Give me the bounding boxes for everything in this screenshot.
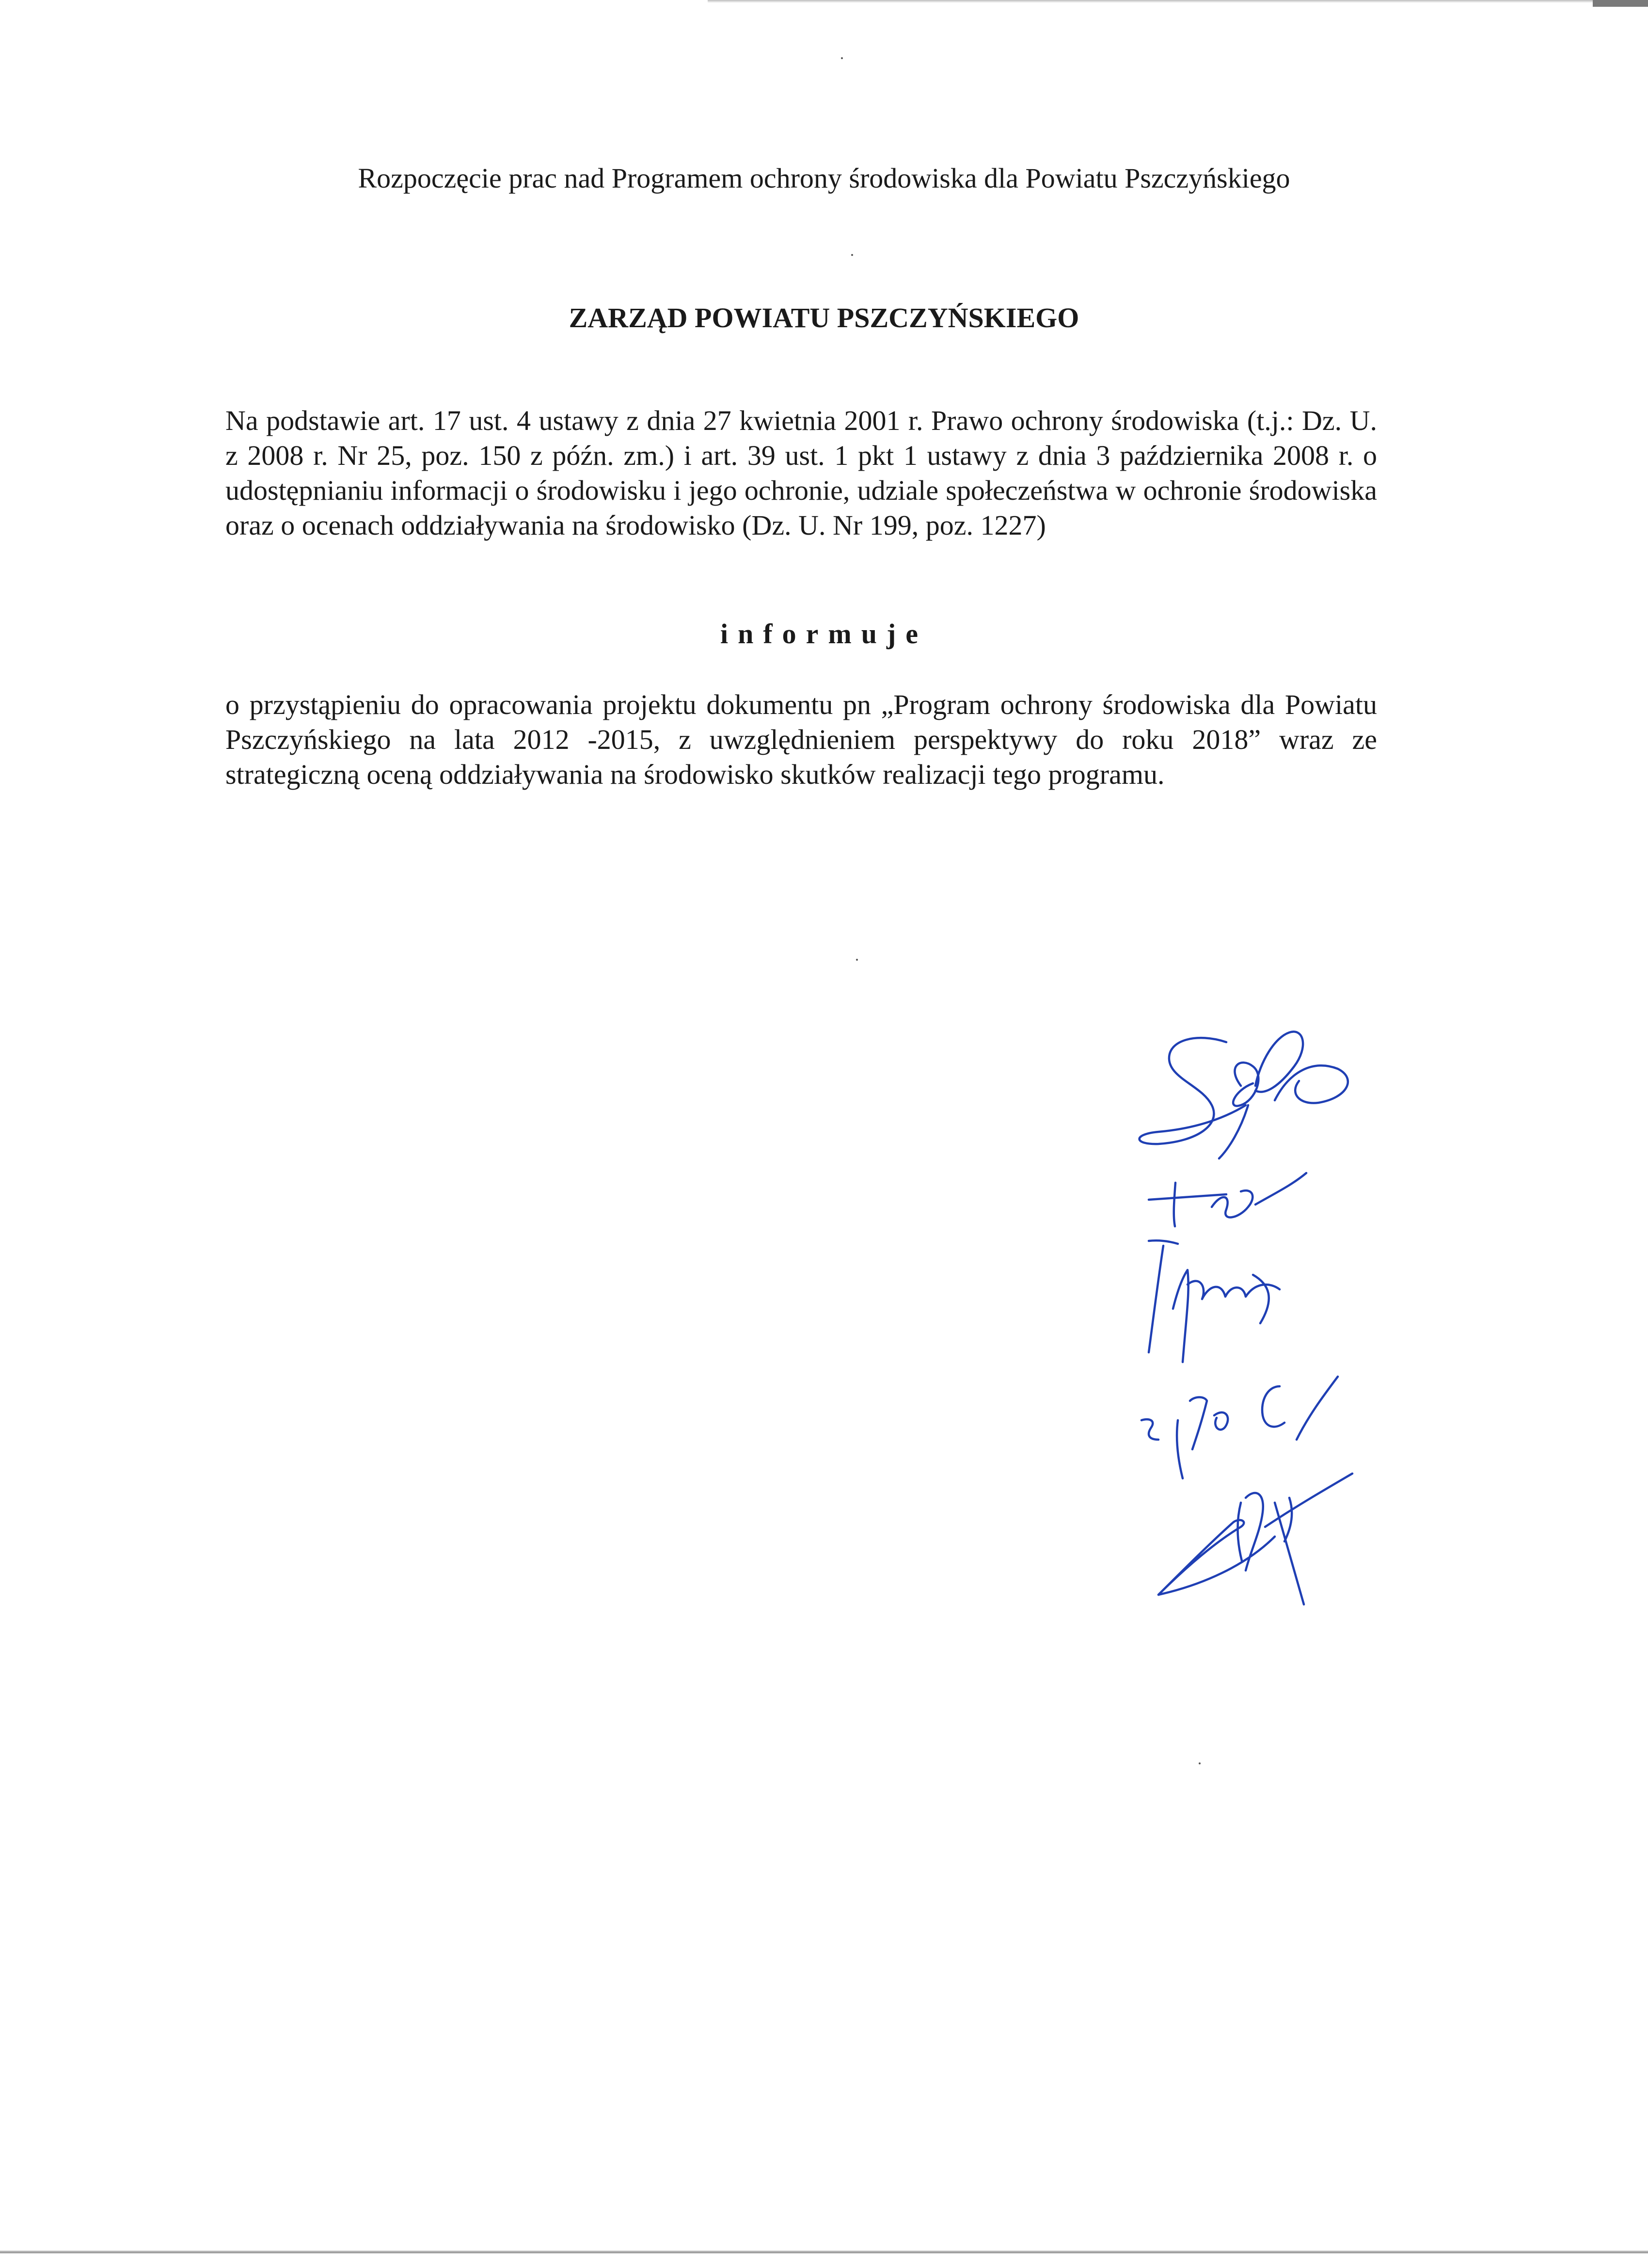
- scan-speck: [841, 57, 843, 59]
- signature-1: [1140, 1031, 1348, 1158]
- issuer-heading: ZARZĄD POWIATU PSZCZYŃSKIEGO: [569, 302, 1079, 333]
- scan-edge-corner: [1593, 0, 1648, 7]
- legal-basis-paragraph: Na podstawie art. 17 ust. 4 ustawy z dnia 27 kwietnia 2001 r. Prawo ochrony środowiska (t.j.: Dz. U. z 2008 r. Nr 25, poz. 150 z późn. zm.) i art. 39 ust. 1 pkt 1 ustawy z dnia 3 października 2008 r. o udostępnianiu informacji o środowisku i jego ochronie, udziale społeczeństwa w ochronie środowiska oraz o ocenach oddziaływania na środowisko (Dz. U. Nr 199, poz. 1227): [225, 405, 1377, 541]
- scan-speck: [856, 959, 858, 961]
- signature-3: [1149, 1240, 1280, 1362]
- announcement-paragraph: o przystąpieniu do opracowania projektu dokumentu pn „Program ochrony środowiska dla Powiatu Pszczyńskiego na lata 2012 -2015, z uwzględnieniem perspektywy do roku 2018” wraz ze strategiczną oceną oddziaływania na środowisko skutków realizacji tego programu.: [225, 689, 1377, 790]
- document-subject: Rozpoczęcie prac nad Programem ochrony środowiska dla Powiatu Pszczyńskiego: [358, 162, 1290, 194]
- signature-4: [1141, 1377, 1338, 1478]
- scan-edge-top: [708, 0, 1648, 3]
- scan-edge-bottom: [0, 2250, 1648, 2254]
- signatures-block: [1129, 1013, 1420, 1609]
- signature-2: [1149, 1173, 1306, 1226]
- scan-speck: [851, 254, 853, 256]
- signature-5: [1158, 1474, 1352, 1604]
- scan-speck: [1199, 1762, 1201, 1764]
- informs-heading: informuje: [720, 618, 928, 650]
